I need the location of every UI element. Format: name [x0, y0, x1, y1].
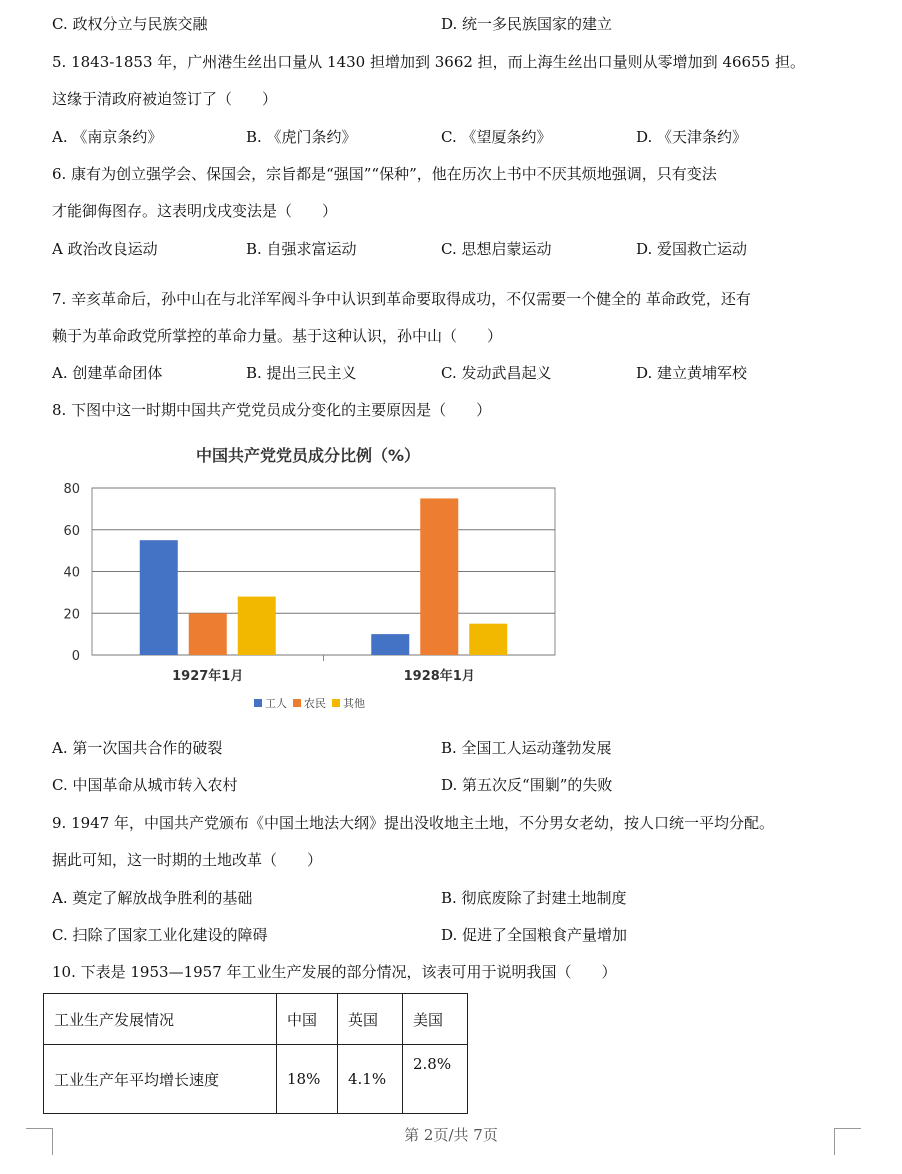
q7-stem-line1: 7. 辛亥革命后，孙中山在与北洋军阀斗争中认识到革命要取得成功，不仅需要一个健全的 革命政党，还有	[52, 290, 751, 308]
table-header-cell: 中国	[277, 994, 338, 1045]
q6-option-a: A 政治改良运动	[52, 240, 158, 258]
q9-stem-line2: 据此可知，这一时期的土地改革（ ）	[52, 851, 323, 869]
q9-option-d: D. 促进了全国粮食产量增加	[441, 926, 628, 944]
table-cell: 4.1%	[338, 1045, 403, 1114]
q7-option-d: D. 建立黄埔军校	[636, 364, 748, 382]
q9-stem-line1: 9. 1947 年，中国共产党颁布《中国土地法大纲》提出没收地主土地，不分男女老幼，按人口统一平均分配。	[52, 814, 775, 832]
q6-stem-line1: 6. 康有为创立强学会、保国会，宗旨都是“强国”“保种”，他在历次上书中不厌其烦地强调，只有变法	[52, 165, 717, 183]
q7-option-a: A. 创建革命团体	[52, 364, 163, 382]
legend-label: 工人	[265, 697, 287, 710]
q9-option-c: C. 扫除了国家工业化建设的障碍	[52, 926, 268, 944]
industry-growth-table	[43, 993, 468, 1114]
legend-label: 农民	[304, 697, 326, 710]
q4-option-c: C. 政权分立与民族交融	[52, 15, 208, 33]
q6-option-d: D. 爱国救亡运动	[636, 240, 748, 258]
q6-stem-line2: 才能御侮图存。这表明戊戌变法是（ ）	[52, 202, 338, 220]
q9-option-b: B. 彻底废除了封建土地制度	[441, 889, 627, 907]
table-header-cell: 英国	[338, 994, 403, 1045]
bar-工人	[371, 634, 409, 655]
y-tick-label: 20	[63, 607, 80, 623]
q8-option-d: D. 第五次反“围剿”的失败	[441, 776, 613, 794]
q7-option-b: B. 提出三民主义	[246, 364, 357, 382]
q5-stem-line1: 5. 1843-1853 年，广州港生丝出口量从 1430 担增加到 3662 担，而上海生丝出口量则从零增加到 46655 担。	[52, 53, 805, 71]
q5-stem-line2: 这缘于清政府被迫签订了（ ）	[52, 90, 278, 108]
q4-option-d: D. 统一多民族国家的建立	[441, 15, 613, 33]
table-header-row	[44, 994, 468, 1045]
table-row	[44, 1045, 468, 1114]
q5-option-a: A. 《南京条约》	[52, 128, 163, 146]
q8-option-a: A. 第一次国共合作的破裂	[52, 739, 223, 757]
table-header-cell: 工业生产发展情况	[44, 994, 277, 1045]
table-cell: 18%	[277, 1045, 338, 1114]
x-category-label: 1927年1月	[172, 669, 244, 684]
q5-option-d: D. 《天津条约》	[636, 128, 748, 146]
chart-title: 中国共产党党员成分比例（%）	[195, 446, 421, 465]
q7-stem-line2: 赖于为革命政党所掌控的革命力量。基于这种认识，孙中山（ ）	[52, 327, 503, 345]
legend-label: 其他	[343, 697, 365, 710]
bar-其他	[238, 597, 276, 655]
table-cell: 工业生产年平均增长速度	[44, 1045, 277, 1114]
q5-option-c: C. 《望厦条约》	[441, 128, 552, 146]
q8-option-b: B. 全国工人运动蓬勃发展	[441, 739, 612, 757]
page-number: 第 2页/共 7页	[404, 1126, 498, 1144]
y-tick-label: 40	[63, 565, 80, 581]
x-category-label: 1928年1月	[403, 669, 475, 684]
bar-工人	[140, 540, 178, 655]
bar-农民	[189, 613, 227, 655]
y-tick-label: 0	[71, 649, 80, 664]
table-cell: 2.8%	[403, 1045, 468, 1114]
bar-其他	[469, 624, 507, 655]
legend-swatch	[332, 699, 340, 707]
y-tick-label: 80	[63, 482, 80, 497]
q7-option-c: C. 发动武昌起义	[441, 364, 552, 382]
q10-stem: 10. 下表是 1953—1957 年工业生产发展的部分情况，该表可用于说明我国（ ）	[52, 963, 617, 981]
y-tick-label: 60	[63, 523, 80, 539]
bar-农民	[420, 498, 458, 655]
party-composition-bar-chart	[0, 430, 600, 730]
q8-stem: 8. 下图中这一时期中国共产党党员成分变化的主要原因是（ ）	[52, 401, 492, 419]
legend-swatch	[293, 699, 301, 707]
table-header-cell: 美国	[403, 994, 468, 1045]
q8-option-c: C. 中国革命从城市转入农村	[52, 776, 238, 794]
q9-option-a: A. 奠定了解放战争胜利的基础	[52, 889, 253, 907]
q6-option-b: B. 自强求富运动	[246, 240, 357, 258]
legend-swatch	[254, 699, 262, 707]
q6-option-c: C. 思想启蒙运动	[441, 240, 552, 258]
q5-option-b: B. 《虎门条约》	[246, 128, 357, 146]
